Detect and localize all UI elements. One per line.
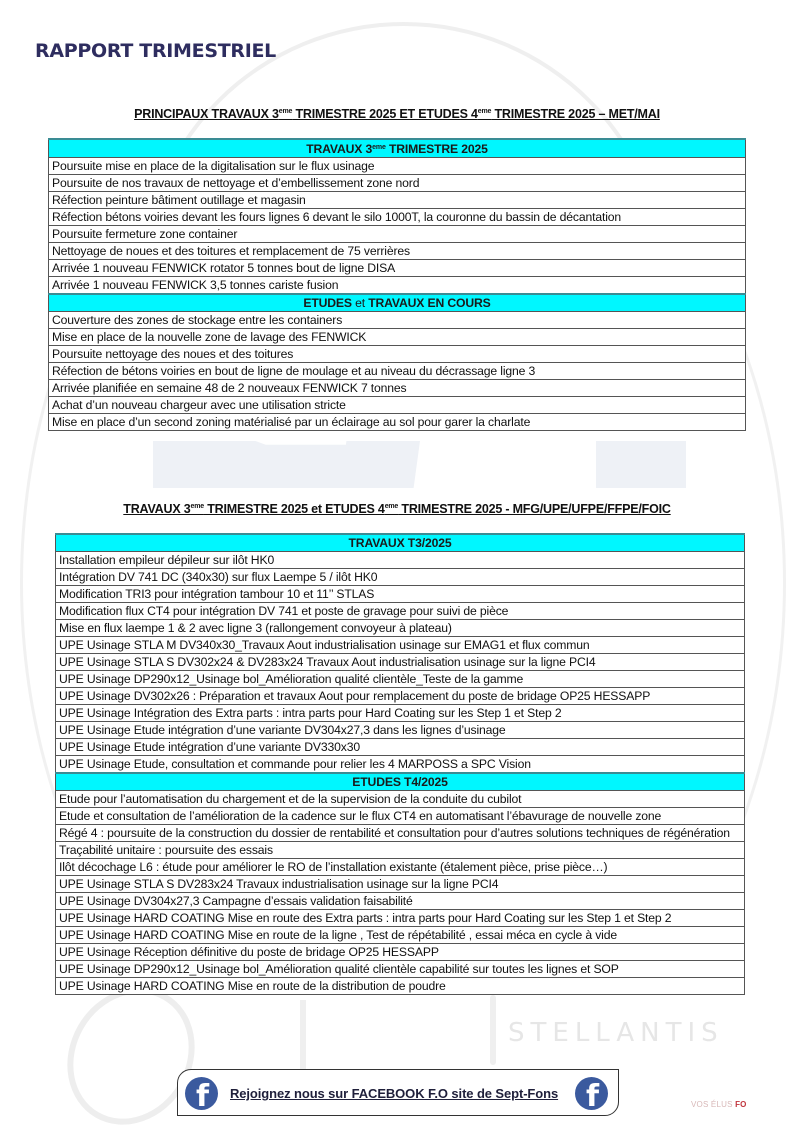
- table-row: Achat d’un nouveau chargeur avec une utilisation stricte: [49, 397, 746, 414]
- watermark-block: [153, 441, 358, 488]
- table-row: UPE Usinage HARD COATING Mise en route de la distribution de poudre: [56, 978, 745, 995]
- table-row: Etude pour l’automatisation du chargement et de la supervision de la conduite du cubilot: [56, 791, 745, 808]
- table-row: Couverture des zones de stockage entre les containers: [49, 312, 746, 329]
- table-row: Poursuite mise en place de la digitalisation sur le flux usinage: [49, 158, 746, 175]
- page-title: RAPPORT TRIMESTRIEL: [35, 40, 276, 62]
- table-row: Poursuite nettoyage des noues et des toitures: [49, 346, 746, 363]
- table-row: Modification flux CT4 pour intégration DV 741 et poste de gravage pour suivi de pièce: [56, 603, 745, 620]
- footer-tag-vos-elus-fo: VOS ÉLUS FO: [691, 1100, 747, 1109]
- mfg-upe-table: [55, 533, 745, 995]
- table-row: Arrivée 1 nouveau FENWICK 3,5 tonnes cariste fusion: [49, 277, 746, 295]
- table-row: Intégration DV 741 DC (340x30) sur flux Laempe 5 / ilôt HK0: [56, 569, 745, 586]
- table-row: UPE Usinage DP290x12_Usinage bol_Amélioration qualité clientèle_Teste de la gamme: [56, 671, 745, 688]
- table-row: UPE Usinage Etude intégration d’une variante DV304x27,3 dans les lignes d’usinage: [56, 722, 745, 739]
- table-row: UPE Usinage HARD COATING Mise en route de la ligne , Test de répétabilité , essai méca en cycle à vide: [56, 927, 745, 944]
- watermark-block: [340, 441, 420, 488]
- table-row: Ilôt décochage L6 : étude pour améliorer le RO de l’installation existante (étalement pièce, prise pièce…): [56, 859, 745, 876]
- facebook-icon[interactable]: f: [575, 1077, 608, 1110]
- met-mai-table: [48, 138, 746, 431]
- table-row: UPE Usinage DV304x27,3 Campagne d’essais validation faisabilité: [56, 893, 745, 910]
- table-row: UPE Usinage Réception définitive du poste de bridage OP25 HESSAPP: [56, 944, 745, 961]
- facebook-icon[interactable]: f: [185, 1077, 218, 1110]
- section-title-mfg-upe: TRAVAUX 3eme TRIMESTRE 2025 et ETUDES 4eme TRIMESTRE 2025 - MFG/UPE/UFPE/FFPE/FOIC: [123, 502, 671, 516]
- table-row: Réfection bétons voiries devant les fours lignes 6 devant le silo 1000T, la couronne du bassin de décantation: [49, 209, 746, 226]
- table-row: Mise en place d’un second zoning matérialisé par un éclairage au sol pour garer la charlate: [49, 414, 746, 431]
- table-row: UPE Usinage HARD COATING Mise en route des Extra parts : intra parts pour Hard Coating sur les Step 1 et Step 2: [56, 910, 745, 927]
- facebook-banner[interactable]: [177, 1069, 619, 1116]
- table-header-etudes-t4-2025: ETUDES T4/2025: [56, 773, 745, 791]
- watermark-stroke: [300, 1000, 306, 1070]
- table-header-etudes-en-cours: ETUDES et TRAVAUX EN COURS: [49, 294, 746, 312]
- table-row: UPE Usinage Etude intégration d’une variante DV330x30: [56, 739, 745, 756]
- table-row: UPE Usinage DP290x12_Usinage bol_Amélioration qualité clientèle capabilité sur toutes les lignes et SOP: [56, 961, 745, 978]
- table-row: Arrivée 1 nouveau FENWICK rotator 5 tonnes bout de ligne DISA: [49, 260, 746, 277]
- table-row: UPE Usinage STLA S DV302x24 & DV283x24 Travaux Aout industrialisation usinage sur la ligne PCI4: [56, 654, 745, 671]
- table-header-travaux-t3-2025: TRAVAUX T3/2025: [56, 534, 745, 552]
- table-row: Arrivée planifiée en semaine 48 de 2 nouveaux FENWICK 7 tonnes: [49, 380, 746, 397]
- watermark-stroke: [490, 995, 496, 1065]
- table-row: Mise en flux laempe 1 & 2 avec ligne 3 (rallongement convoyeur à plateau): [56, 620, 745, 637]
- table-row: Régé 4 : poursuite de la construction du dossier de rentabilité et consultation pour d’autres solutions techniques de régénération: [56, 825, 745, 842]
- facebook-link[interactable]: Rejoignez nous sur FACEBOOK F.O site de Sept-Fons: [230, 1086, 559, 1101]
- table-row: UPE Usinage STLA S DV283x24 Travaux industrialisation usinage sur la ligne PCI4: [56, 876, 745, 893]
- table-row: Etude et consultation de l’amélioration de la cadence sur le flux CT4 en automatisant l’ébavurage de nouvelle zone: [56, 808, 745, 825]
- table-row: UPE Usinage Etude, consultation et commande pour relier les 4 MARPOSS a SPC Vision: [56, 756, 745, 774]
- stellantis-watermark-logo: STELLANTIS: [508, 1018, 724, 1048]
- table-row: Poursuite de nos travaux de nettoyage et d’embellissement zone nord: [49, 175, 746, 192]
- table-row: Traçabilité unitaire : poursuite des essais: [56, 842, 745, 859]
- table-row: Réfection peinture bâtiment outillage et magasin: [49, 192, 746, 209]
- section-title-met-mai: PRINCIPAUX TRAVAUX 3eme TRIMESTRE 2025 ET ETUDES 4eme TRIMESTRE 2025 – MET/MAI: [134, 107, 660, 121]
- table-row: Réfection de bétons voiries en bout de ligne de moulage et au niveau du décrassage ligne 3: [49, 363, 746, 380]
- table-row: Mise en place de la nouvelle zone de lavage des FENWICK: [49, 329, 746, 346]
- table-row: UPE Usinage STLA M DV340x30_Travaux Aout industrialisation usinage sur EMAG1 et flux commun: [56, 637, 745, 654]
- table-row: Nettoyage de noues et des toitures et remplacement de 75 verrières: [49, 243, 746, 260]
- table-header-travaux-t3: TRAVAUX 3eme TRIMESTRE 2025: [49, 139, 746, 158]
- table-row: UPE Usinage DV302x26 : Préparation et travaux Aout pour remplacement du poste de bridage OP25 HESSAPP: [56, 688, 745, 705]
- table-row: Installation empileur dépileur sur ilôt HK0: [56, 552, 745, 569]
- table-row: UPE Usinage Intégration des Extra parts : intra parts pour Hard Coating sur les Step 1 et Step 2: [56, 705, 745, 722]
- watermark-block: [596, 441, 686, 488]
- table-row: Poursuite fermeture zone container: [49, 226, 746, 243]
- table-row: Modification TRI3 pour intégration tambour 10 et 11’’ STLAS: [56, 586, 745, 603]
